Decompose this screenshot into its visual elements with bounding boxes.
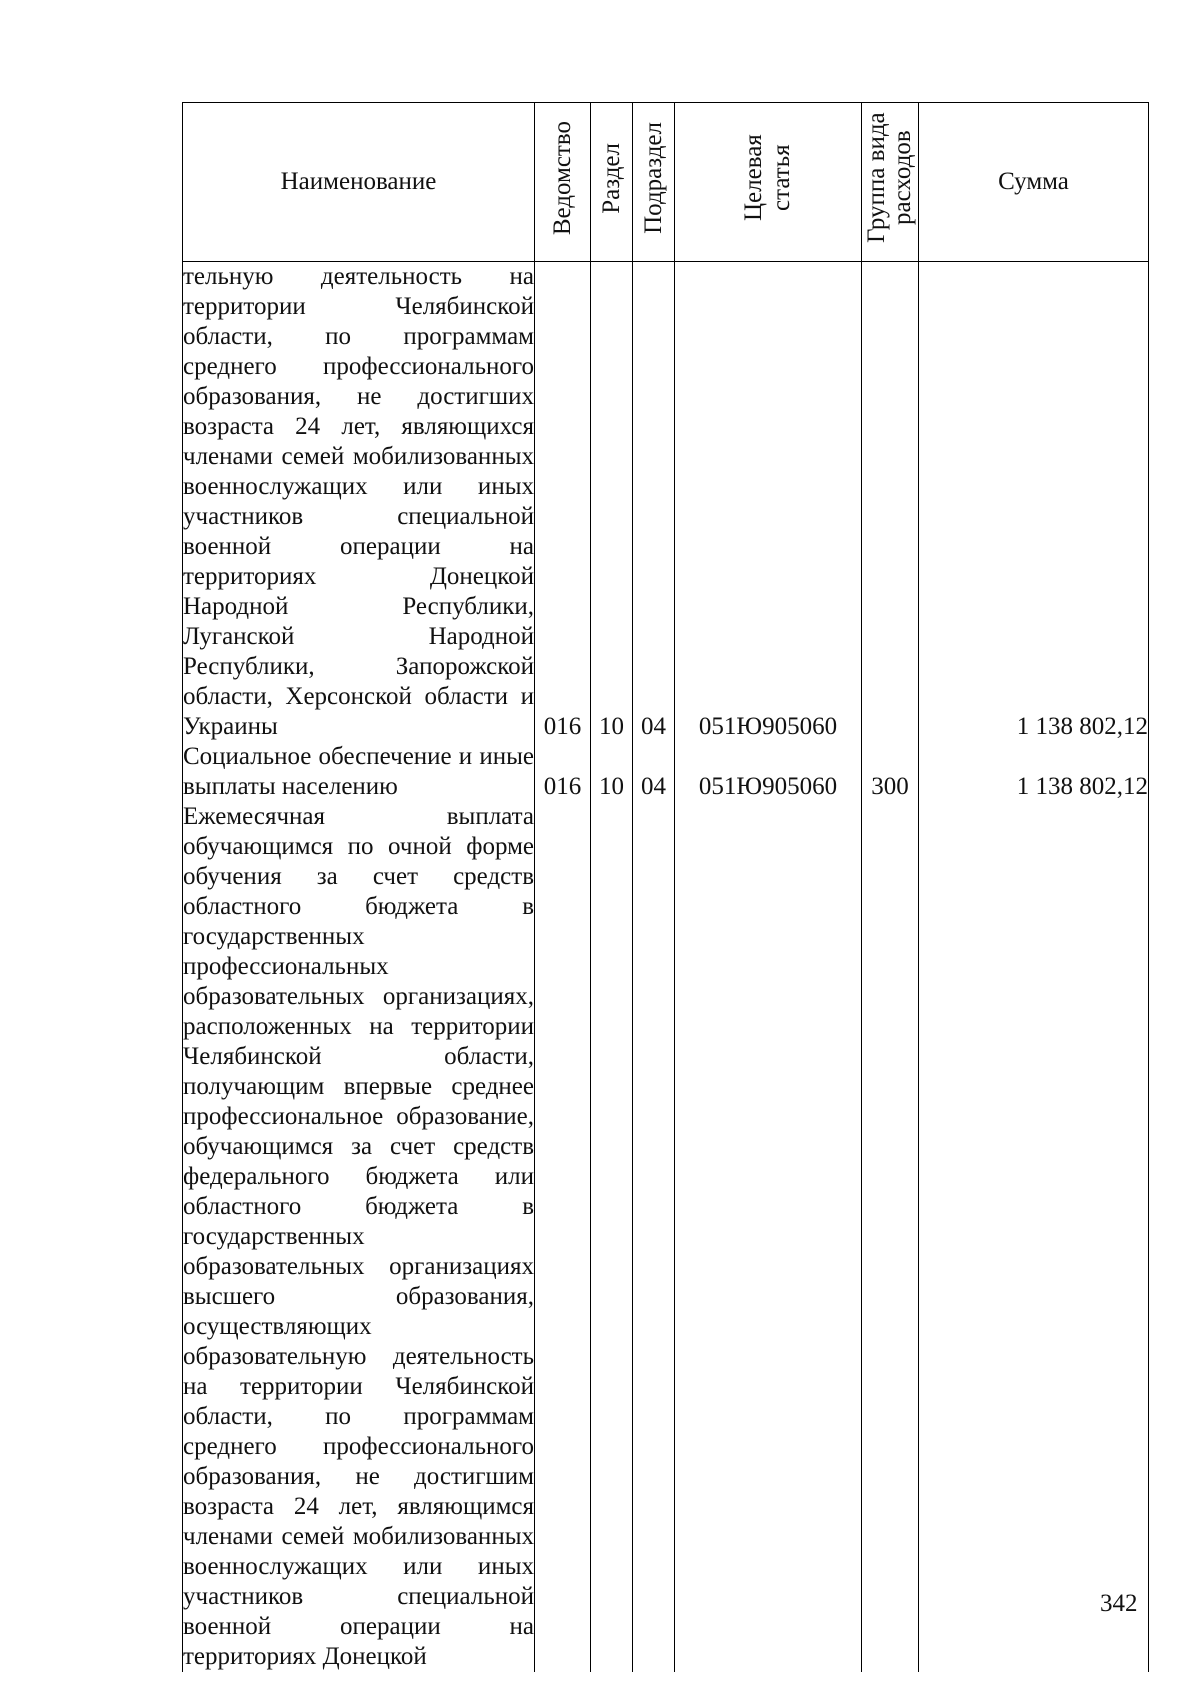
row-name: Социальное обеспечение и иные выплаты населению (183, 743, 534, 800)
row-subsection: 04 (633, 262, 675, 743)
row-dept: 016 (535, 742, 591, 802)
row-sum (919, 802, 1149, 1672)
header-name: Наименование (183, 103, 535, 262)
row-section: 10 (591, 742, 633, 802)
header-subsection: Подраздел (633, 103, 675, 262)
page-number: 342 (1100, 1590, 1138, 1617)
row-group (862, 802, 919, 1672)
row-dept (535, 802, 591, 1672)
row-target: 051Ю905060 (675, 742, 862, 802)
row-group (862, 262, 919, 743)
row-section: 10 (591, 262, 633, 743)
table-row (183, 802, 1149, 1672)
row-subsection: 04 (633, 742, 675, 802)
header-row (183, 103, 1149, 262)
table-row (183, 262, 1149, 743)
row-target (675, 802, 862, 1672)
table-row (183, 742, 1149, 802)
row-subsection (633, 802, 675, 1672)
header-section: Раздел (591, 103, 633, 262)
row-section (591, 802, 633, 1672)
row-name: тельную деятельность на территории Челябинской области, по программам среднего профессионального образования, не достигших возраста 24 лет, являющихся членами семей мобилизованных военнослужащих или иных участников специальной военной операции на территориях Донецкой Народной Республики, Луганской Народной Республики, Запорожской области, Херсонской области и Украины (183, 263, 534, 740)
row-sum: 1 138 802,12 (919, 742, 1149, 802)
header-group: Группа вида расходов (862, 103, 919, 262)
budget-table (182, 102, 1149, 1672)
header-dept: Ведомство (535, 103, 591, 262)
row-name: Ежемесячная выплата обучающимся по очной форме обучения за счет средств областного бюджета в государственных профессиональных образовательных организациях, расположенных на территории Челябинской области, получающим впервые среднее профессиональное образование, обучающимся за счет средств федерального бюджета или областного бюджета в государственных образовательных организациях высшего образования, осуществляющих образовательную деятельность на территории Челябинской области, по программам среднего профессионального образования, не достигшим возраста 24 лет, являющимся членами семей мобилизованных военнослужащих или иных участников специальной военной операции на территориях Донецкой (183, 803, 534, 1670)
header-sum: Сумма (919, 103, 1149, 262)
row-target: 051Ю905060 (675, 262, 862, 743)
row-dept: 016 (535, 262, 591, 743)
row-group: 300 (862, 742, 919, 802)
row-sum: 1 138 802,12 (919, 262, 1149, 743)
header-target: Целевая статья (675, 103, 862, 262)
